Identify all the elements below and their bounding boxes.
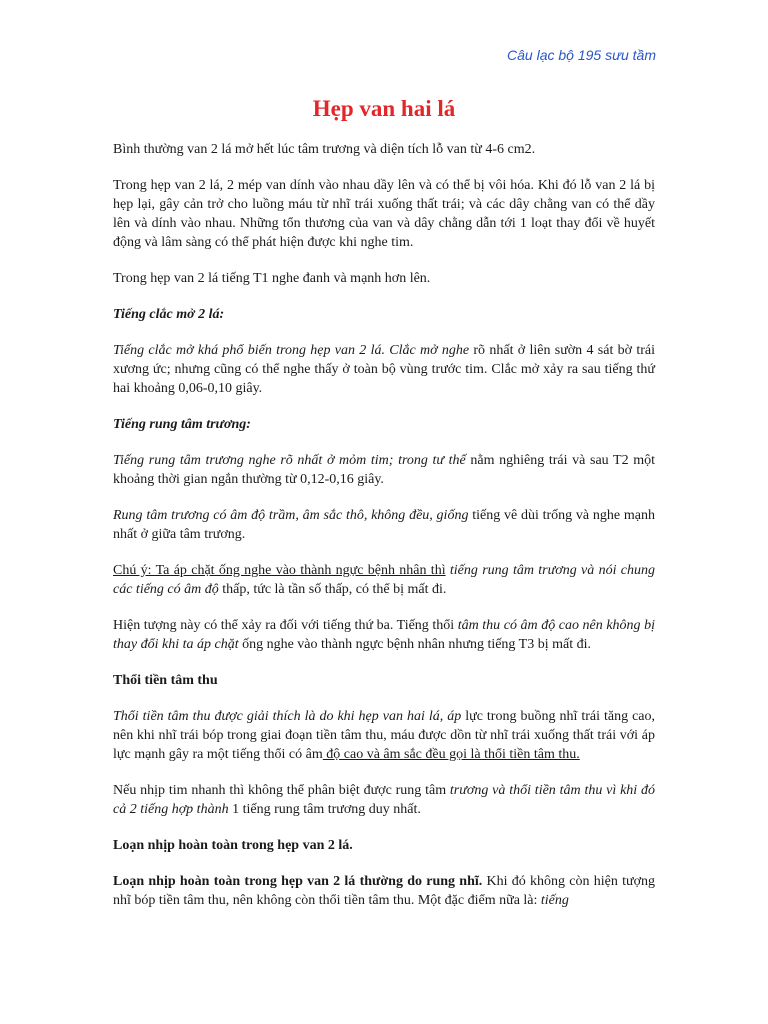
document-body [113,140,655,929]
text-italic: Rung tâm trương có âm độ trầm, âm sắc thô, không đều, giống [113,508,469,523]
text-normal: nằm nghiêng trái và sau T2 một khoảng thời gian ngắn thường từ 0,12-0,16 giây. [113,453,655,487]
heading-arrhythmia: Loạn nhịp hoàn toàn trong hẹp van 2 lá. [113,838,353,853]
heading-presystolic-murmur: Thổi tiền tâm thu [113,673,218,688]
heading-opening-snap: Tiếng clắc mở 2 lá: [113,307,225,322]
text-normal: Khi đó không còn hiện tượng nhĩ bóp tiền tâm thu, nên không còn thổi tiền tâm thu. Một đặc điểm nữa là: [113,874,655,908]
source-note: Câu lạc bộ 195 sưu tầm [507,47,656,63]
text-underline: Chú ý: Ta áp chặt ống nghe vào thành ngực bệnh nhân thì [113,563,446,578]
text-normal: rõ nhất ở liên sườn 4 sát bờ trái xương ức; nhưng cũng có thể nghe thấy ở toàn bộ vùng trước tim. Clắc mở xảy ra sau tiếng thứ hai khoảng 0,06-0,10 giây. [113,343,655,396]
paragraph-opening-snap [113,341,655,398]
text-italic: tiếng rung tâm trương và nói chung các tiếng có âm độ [113,563,655,597]
text-bold: Loạn nhịp hoàn toàn trong hẹp van 2 lá thường do rung nhĩ. [113,874,483,889]
text-normal: lực trong buồng nhĩ trái tăng cao, nên khi nhĩ trái bóp trong giai đoạn tiền tâm thu, máu được dồn từ nhĩ trái xuống thất trái với áp lực mạnh gây ra một tiếng thổi có âm [113,709,655,762]
text-normal: thấp, tức là tần số thấp, có thể bị mất đi. [218,582,447,597]
paragraph-rumble-character [113,506,655,544]
paragraph-third-sound [113,616,655,654]
paragraph-note [113,561,655,599]
text-italic: Tiếng clắc mở khá phổ biến trong hẹp van 2 lá. Clắc mở nghe [113,343,470,358]
paragraph-diastolic-rumble [113,451,655,489]
text-normal: tiếng vê dùi trống và nghe mạnh nhất ở giữa tâm trương. [113,508,655,542]
text-italic: tiếng [540,893,569,908]
paragraph-presystolic-murmur [113,707,655,764]
paragraph-t1-sound: Trong hẹp van 2 lá tiếng T1 nghe đanh và mạnh hơn lên. [113,271,431,286]
text-italic: trương và thổi tiền tâm thu vì khi đó cả 2 tiếng hợp thành [113,783,656,817]
heading-diastolic-rumble: Tiếng rung tâm trương: [113,417,251,432]
text-italic: tâm thu có âm độ cao nên không bị thay đổi khi ta áp chặt [113,618,655,652]
text-italic: Thổi tiền tâm thu được giải thích là do khi hẹp van hai lá, áp [113,709,462,724]
text-normal: ống nghe vào thành ngực bệnh nhân nhưng tiếng T3 bị mất đi. [238,637,592,652]
paragraph-stenosis-description: Trong hẹp van 2 lá, 2 mép van dính vào nhau dầy lên và có thể bị vôi hóa. Khi đó lỗ van 2 lá bị hẹp lại, gây cản trở cho luồng máu từ nhĩ trái xuống thất trái; và các dây chằng van có thể dầy lên và dính vào nhau. Những tổn thương của van và dây chằng dẫn tới 1 loạt thay đổi về huyết động và lâm sàng có thể phát hiện được khi nghe tim. [113,178,655,250]
text-underline: độ cao và âm sắc đều gọi là thổi tiền tâm thu. [322,747,580,762]
text-normal: 1 tiếng rung tâm trương duy nhất. [228,802,421,817]
text-normal: Nếu nhịp tim nhanh thì không thể phân biệt được rung tâm [113,783,450,798]
paragraph-normal-valve: Bình thường van 2 lá mở hết lúc tâm trương và diện tích lỗ van từ 4-6 cm2. [113,142,536,157]
paragraph-arrhythmia [113,872,655,912]
text-normal: Hiện tượng này có thể xảy ra đối với tiếng thứ ba. Tiếng thổi [113,618,458,633]
text-italic: Tiếng rung tâm trương nghe rõ nhất ở mỏm tim; trong tư thế [113,453,466,468]
paragraph-fast-heart-rate [113,781,655,819]
page-title: Hẹp van hai lá [312,96,456,121]
